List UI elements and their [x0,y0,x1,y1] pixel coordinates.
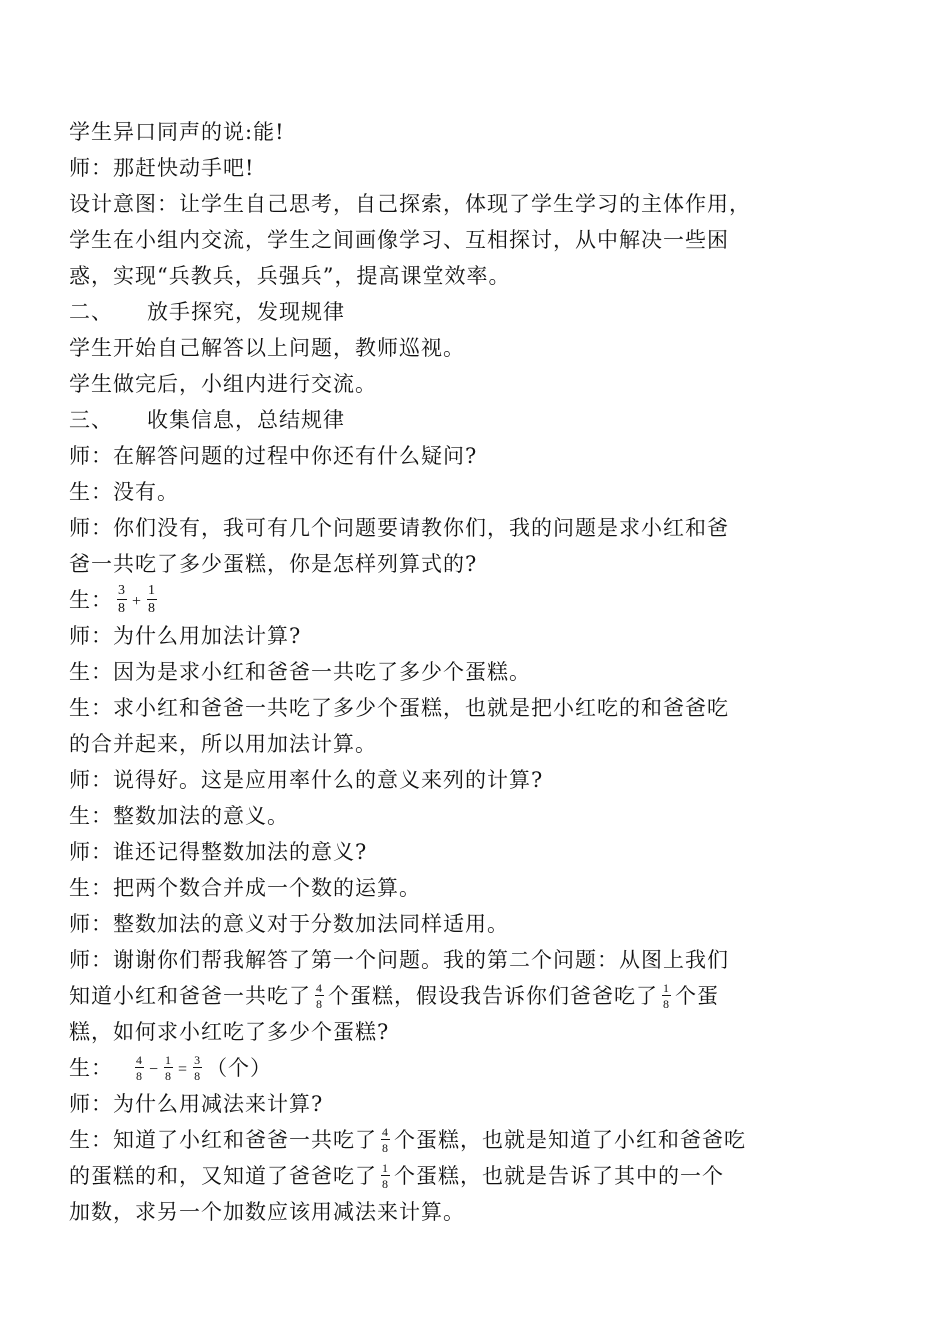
fraction: $\frac{4}{8}$ [382,1124,389,1155]
text-span: （个） [206,1056,273,1080]
text-span: 师：为什么用减法来计算? [69,1092,324,1116]
plus-sign: + [132,592,143,610]
text-span: 生：没有。 [69,480,179,504]
paragraph-line [69,834,769,870]
paragraph-line [69,726,769,762]
text-span: 设计意图：让学生自己思考，自己探索，体现了学生学习的主体作用， [69,192,751,216]
fraction: $\frac{1}{8}$ [663,980,670,1011]
paragraph-line [69,942,769,978]
document-body [69,114,769,1230]
text-span: 爸一共吃了多少蛋糕，你是怎样列算式的? [69,552,478,576]
heading-text: 放手探究，发现规律 [147,300,345,324]
paragraph-line [69,258,769,294]
paragraph-line [69,798,769,834]
text-span: 学生做完后，小组内进行交流。 [69,372,377,396]
paragraph-line [69,186,769,222]
fraction: $\frac{1}{8}$ [382,1160,389,1191]
text-span: 师：谢谢你们帮我解答了第一个问题。我的第二个问题：从图上我们 [69,948,729,972]
fraction: $\frac{1}{8}$ [148,582,157,616]
paragraph-line [69,546,769,582]
text-span: 学生在小组内交流，学生之间画像学习、互相探讨，从中解决一些困 [69,228,729,252]
paragraph-line [69,150,769,186]
text-span: 师：为什么用加法计算? [69,624,302,648]
paragraph-line [69,438,769,474]
equation-line [69,582,769,618]
paragraph-line [69,978,769,1014]
text-span: 师：说得好。这是应用率什么的意义来列的计算? [69,768,544,792]
fraction: $\frac{4}{8}$ [136,1052,143,1083]
text-span: 师：整数加法的意义对于分数加法同样适用。 [69,912,509,936]
heading-number: 三、 [69,408,113,432]
fraction: $\frac{1}{8}$ [165,1052,173,1083]
text-span: 师：你们没有，我可有几个问题要请教你们，我的问题是求小红和爸 [69,516,729,540]
text-span: 学生开始自己解答以上问题，教师巡视。 [69,336,465,360]
text-span: 糕，如何求小红吃了多少个蛋糕? [69,1020,390,1044]
paragraph-line [69,1014,769,1050]
text-span: 生：把两个数合并成一个数的运算。 [69,876,421,900]
paragraph-line [69,1122,769,1158]
paragraph-line [69,762,769,798]
section-heading [69,294,769,330]
paragraph-line [69,906,769,942]
text-span: 师：那赶快动手吧! [69,156,255,180]
paragraph-line [69,870,769,906]
text-span: 个蛋糕，也就是知道了小红和爸爸吃 [394,1128,746,1152]
paragraph-line [69,1194,769,1230]
text-span: 生：因为是求小红和爸爸一共吃了多少个蛋糕。 [69,660,531,684]
text-span: 学生异口同声的说:能! [69,120,285,144]
text-span: 师：在解答问题的过程中你还有什么疑问? [69,444,478,468]
section-heading [69,402,769,438]
text-span: 的蛋糕的和，又知道了爸爸吃了 [69,1164,377,1188]
text-span: 生： [69,1056,113,1080]
paragraph-line [69,690,769,726]
paragraph-line [69,366,769,402]
paragraph-line [69,510,769,546]
paragraph-line [69,618,769,654]
paragraph-line [69,330,769,366]
text-span: 的合并起来，所以用加法计算。 [69,732,377,756]
text-span: 生：知道了小红和爸爸一共吃了 [69,1128,377,1152]
paragraph-line [69,474,769,510]
text-span: 个蛋糕，假设我告诉你们爸爸吃了 [328,984,658,1008]
text-span: 师：谁还记得整数加法的意义? [69,840,368,864]
equals-sign: = [178,1060,189,1078]
paragraph-line [69,654,769,690]
text-span: 生： [69,588,113,612]
heading-number: 二、 [69,300,113,324]
fraction: $\frac{3}{8}$ [194,1052,202,1083]
text-span: 生：求小红和爸爸一共吃了多少个蛋糕，也就是把小红吃的和爸爸吃 [69,696,729,720]
text-span: 个蛋 [675,984,719,1008]
equation-line [69,1050,769,1086]
minus-sign: − [149,1060,160,1078]
paragraph-line [69,1158,769,1194]
paragraph-line [69,114,769,150]
heading-text: 收集信息，总结规律 [147,408,345,432]
text-span: 知道小红和爸爸一共吃了 [69,984,311,1008]
text-span: 个蛋糕，也就是告诉了其中的一个 [394,1164,724,1188]
text-span: 加数，求另一个加数应该用减法来计算。 [69,1200,465,1224]
paragraph-line [69,222,769,258]
fraction: $\frac{3}{8}$ [118,582,126,616]
fraction: $\frac{4}{8}$ [316,980,323,1011]
text-span: 惑，实现“兵教兵，兵强兵”，提高课堂效率。 [69,264,511,288]
paragraph-line [69,1086,769,1122]
text-span: 生：整数加法的意义。 [69,804,289,828]
